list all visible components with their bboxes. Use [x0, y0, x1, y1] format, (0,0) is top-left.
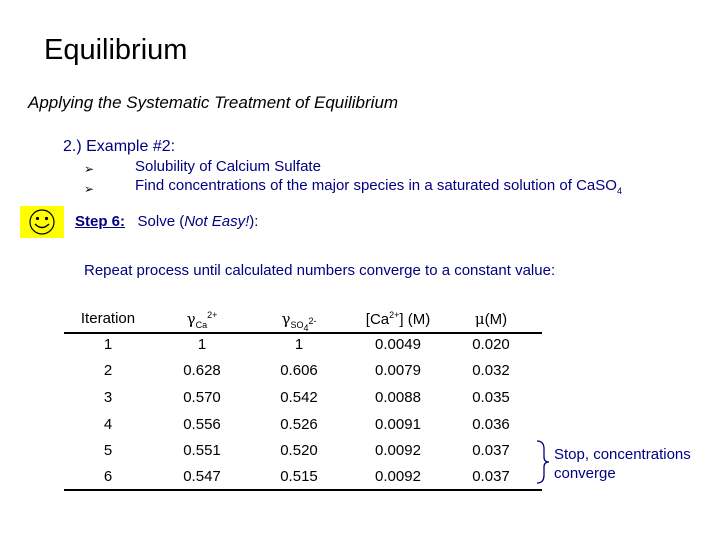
step-label: Step 6: [75, 213, 126, 230]
table-cell: 0.032 [472, 362, 510, 379]
bullet-item-1: Solubility of Calcium Sulfate [135, 158, 321, 175]
table-cell: 0.037 [472, 442, 510, 459]
smiley-face-icon [20, 206, 64, 238]
table-cell: 0.570 [183, 389, 221, 406]
table-cell: 0.0092 [375, 442, 421, 459]
table-cell: 0.547 [183, 468, 221, 485]
table-cell: 0.0092 [375, 468, 421, 485]
table-cell: 0.036 [472, 416, 510, 433]
col-header-ca-conc: $[Ca^{2+}]$ (M) [365, 310, 431, 328]
table-cell: 0.526 [280, 416, 318, 433]
table-cell: 0.0091 [375, 416, 421, 433]
table-cell: 2 [103, 362, 113, 379]
table-cell: 5 [103, 442, 113, 459]
repeat-instruction: Repeat process until calculated numbers converge to a constant value: [84, 262, 556, 279]
table-cell: 0.0079 [375, 362, 421, 379]
table-cell: 0.020 [472, 336, 510, 353]
table-cell: 0.551 [183, 442, 221, 459]
table-cell: 0.520 [280, 442, 318, 459]
right-brace-icon [535, 439, 551, 485]
bullet-item-2: Find concentrations of the major species in a saturated solution of CaSO$_4$ [135, 177, 622, 196]
table-cell: 0.606 [280, 362, 318, 379]
step-end: ): [249, 213, 259, 230]
slide-subtitle: Applying the Systematic Treatment of Equilibrium [28, 93, 399, 112]
table-cell: 3 [103, 389, 113, 406]
col-header-gamma-ca: $\gamma_{Ca}^{2+}$ [186, 310, 218, 330]
example-heading: 2.) Example #2: [63, 138, 176, 155]
note-line-1: Stop, concentrations [554, 446, 691, 463]
table-cell: 1 [103, 336, 113, 353]
step-italic: Not Easy! [184, 213, 250, 230]
table-cell: 1 [294, 336, 304, 353]
table-cell: 6 [103, 468, 113, 485]
arrow-bullet-icon: ➢ [84, 182, 95, 196]
table-cell: 0.556 [183, 416, 221, 433]
note-line-2: converge [554, 465, 616, 482]
step-text: Solve ( [137, 213, 185, 230]
table-cell: 4 [103, 416, 113, 433]
table-cell: 0.035 [472, 389, 510, 406]
arrow-bullet-icon: ➢ [84, 162, 95, 176]
table-cell: 0.515 [280, 468, 318, 485]
slide-title: Equilibrium [44, 34, 188, 66]
col-header-ionic-strength: μ(M) [474, 310, 508, 328]
table-cell: 1 [197, 336, 207, 353]
table-cell: 0.0088 [375, 389, 421, 406]
table-cell: 0.0049 [375, 336, 421, 353]
step-line [75, 213, 258, 230]
col-header-iteration: Iteration [80, 310, 136, 327]
convergence-note [554, 445, 691, 483]
table-cell: 0.628 [183, 362, 221, 379]
table-cell: 0.037 [472, 468, 510, 485]
table-bottom-rule [64, 489, 542, 491]
col-header-gamma-so4: $\gamma_{SO_4^{2-}}$ [281, 310, 317, 333]
table-cell: 0.542 [280, 389, 318, 406]
